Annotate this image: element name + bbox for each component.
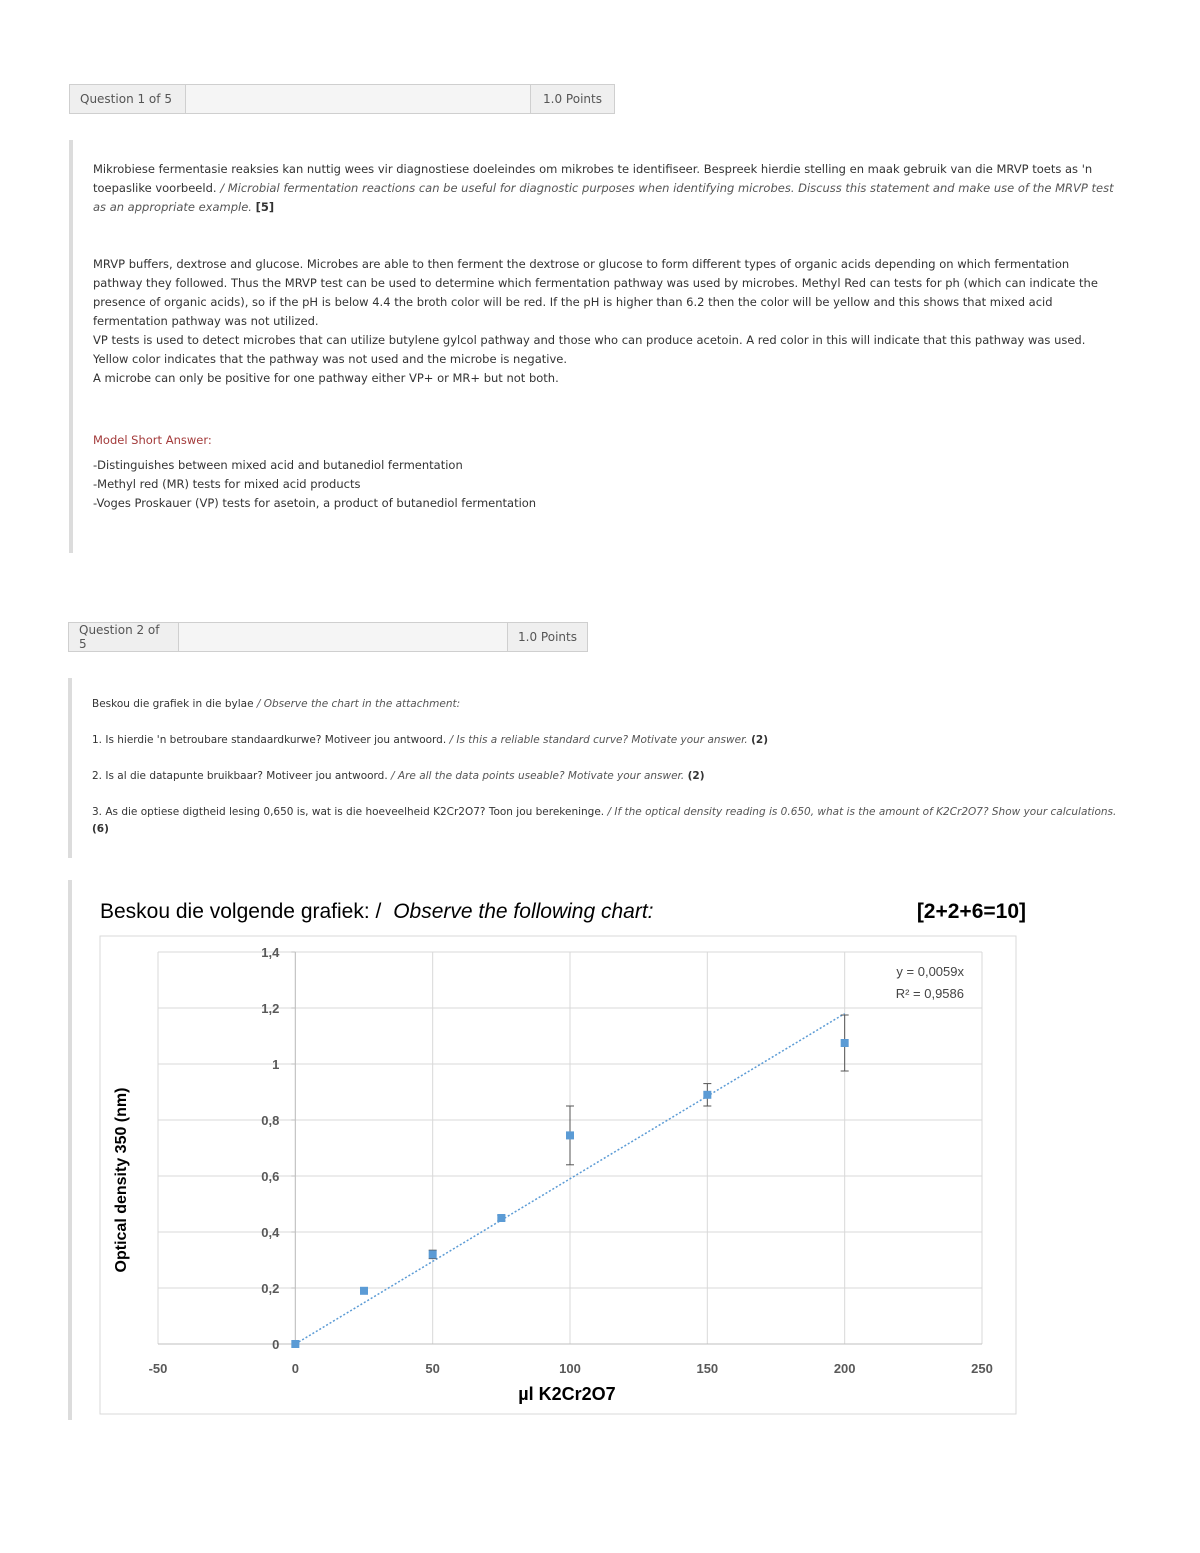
question-item <box>92 732 1118 749</box>
chart-attachment <box>68 880 1028 1420</box>
trendline-equation: y = 0,0059x <box>896 964 964 979</box>
y-tick-label: 1,4 <box>261 945 280 960</box>
intro-afrikaans: Beskou die grafiek in die bylae <box>92 698 254 710</box>
answer-paragraph: MRVP buffers, dextrose and glucose. Microbes are able to then ferment the dextrose or glucose to form different types of organic acids depending on which fermentation pathway they followed. Thus the MRVP test can be used to determine which fermentation pathway was used by microbes. Methyl Red can tests for ph (which can indicate the presence of organic acids), so if the pH is below 4.4 the broth color will be red. If the pH is higher than 6.2 then the color will be yellow and this shows that mixed acid fermentation pathway was not utilized. <box>93 257 1098 328</box>
x-tick-label: 150 <box>696 1361 719 1376</box>
data-point <box>497 1214 505 1222</box>
r-squared-label: R² = 0,9586 <box>895 986 964 1001</box>
answer-paragraph: A microbe can only be positive for one pathway either VP+ or MR+ but not both. <box>93 371 559 385</box>
item-marks: (2) <box>751 734 769 746</box>
question-item <box>92 768 1118 785</box>
data-point <box>566 1131 574 1139</box>
item-afrikaans: 3. As die optiese digtheid lesing 0,650 is, wat is die hoeveelheid K2Cr2O7? Toon jou berekeninge. <box>92 806 605 818</box>
question-1-body <box>69 140 1119 553</box>
y-tick-label: 0 <box>272 1337 280 1352</box>
prompt-afrikaans: Mikrobiese fermentasie reaksies kan nuttig wees vir diagnostiese doeleindes om mikrobes te identifiseer. Bespreek hierdie stelling en maak gebruik van die MRVP toets as 'n toepaslike voorbeeld. <box>93 162 1093 195</box>
data-point <box>841 1039 849 1047</box>
model-answer-title: Model Short Answer: <box>93 433 212 447</box>
chart-heading-marks: [2+2+6=10] <box>916 900 1026 923</box>
student-answer <box>93 255 1119 388</box>
x-axis-label: µl K2Cr2O7 <box>518 1384 616 1404</box>
x-tick-label: 250 <box>971 1361 993 1376</box>
chart-heading-english: Observe the following chart: <box>393 900 654 923</box>
item-english: / Are all the data points useable? Motivate your answer. <box>391 770 685 782</box>
question-2-body <box>68 678 1118 858</box>
question-points-label: 1.0 Points <box>507 623 587 651</box>
item-marks: (2) <box>687 770 705 782</box>
prompt-marks: [5] <box>255 200 275 214</box>
model-answer-line: -Distinguishes between mixed acid and butanediol fermentation <box>93 458 463 472</box>
model-answer-line: -Methyl red (MR) tests for mixed acid products <box>93 477 361 491</box>
answer-paragraph: VP tests is used to detect microbes that can utilize butylene gylcol pathway and those who can produce acetoin. A red color in this will indicate that this pathway was used. Yellow color indicates that the pathway was not used and the microbe is negative. <box>93 333 1086 366</box>
question-intro <box>92 696 1118 713</box>
y-axis-label: Optical density 350 (nm) <box>113 1087 130 1273</box>
x-tick-label: 100 <box>559 1361 581 1376</box>
model-answer <box>93 431 1119 513</box>
y-tick-label: 0,8 <box>261 1113 280 1128</box>
y-tick-label: 0,2 <box>261 1281 280 1296</box>
question-2-header <box>68 622 588 652</box>
x-tick-label: 50 <box>425 1361 440 1376</box>
question-number-label: Question 1 of 5 <box>70 85 186 113</box>
question-item <box>92 804 1118 838</box>
data-point <box>291 1340 299 1348</box>
model-answer-line: -Voges Proskauer (VP) tests for asetoin, a product of butanediol fermentation <box>93 496 537 510</box>
item-afrikaans: 2. Is al die datapunte bruikbaar? Motiveer jou antwoord. <box>92 770 388 782</box>
prompt-english: / Microbial fermentation reactions can be useful for diagnostic purposes when identifying microbes. Discuss this statement and make use of the MRVP test as an appropriate example. <box>93 181 1114 214</box>
x-tick-label: 200 <box>833 1361 856 1376</box>
x-tick-label: 0 <box>291 1361 299 1376</box>
question-header-spacer <box>179 623 507 651</box>
item-english: / Is this a reliable standard curve? Motivate your answer. <box>449 734 748 746</box>
chart-heading-afrikaans: Beskou die volgende grafiek: / <box>100 900 382 923</box>
y-tick-label: 0,4 <box>261 1225 280 1240</box>
y-tick-label: 0,6 <box>261 1169 280 1184</box>
question-points-label: 1.0 Points <box>530 85 614 113</box>
item-marks: (6) <box>92 823 109 835</box>
data-point <box>429 1250 437 1258</box>
x-tick-label: -50 <box>148 1361 168 1376</box>
data-point <box>360 1287 368 1295</box>
question-1-header <box>69 84 615 114</box>
y-tick-label: 1 <box>272 1057 280 1072</box>
question-header-spacer <box>186 85 530 113</box>
question-prompt <box>93 160 1119 217</box>
data-point <box>703 1091 711 1099</box>
item-afrikaans: 1. Is hierdie 'n betroubare standaardkurwe? Motiveer jou antwoord. <box>92 734 447 746</box>
chart-heading <box>100 900 654 923</box>
question-number-label: Question 2 of 5 <box>69 623 179 651</box>
intro-english: / Observe the chart in the attachment: <box>256 698 461 710</box>
standard-curve-chart <box>72 880 1028 1420</box>
item-english: / If the optical density reading is 0.650, what is the amount of K2Cr2O7? Show your calculations. <box>607 806 1117 818</box>
y-tick-label: 1,2 <box>261 1001 280 1016</box>
